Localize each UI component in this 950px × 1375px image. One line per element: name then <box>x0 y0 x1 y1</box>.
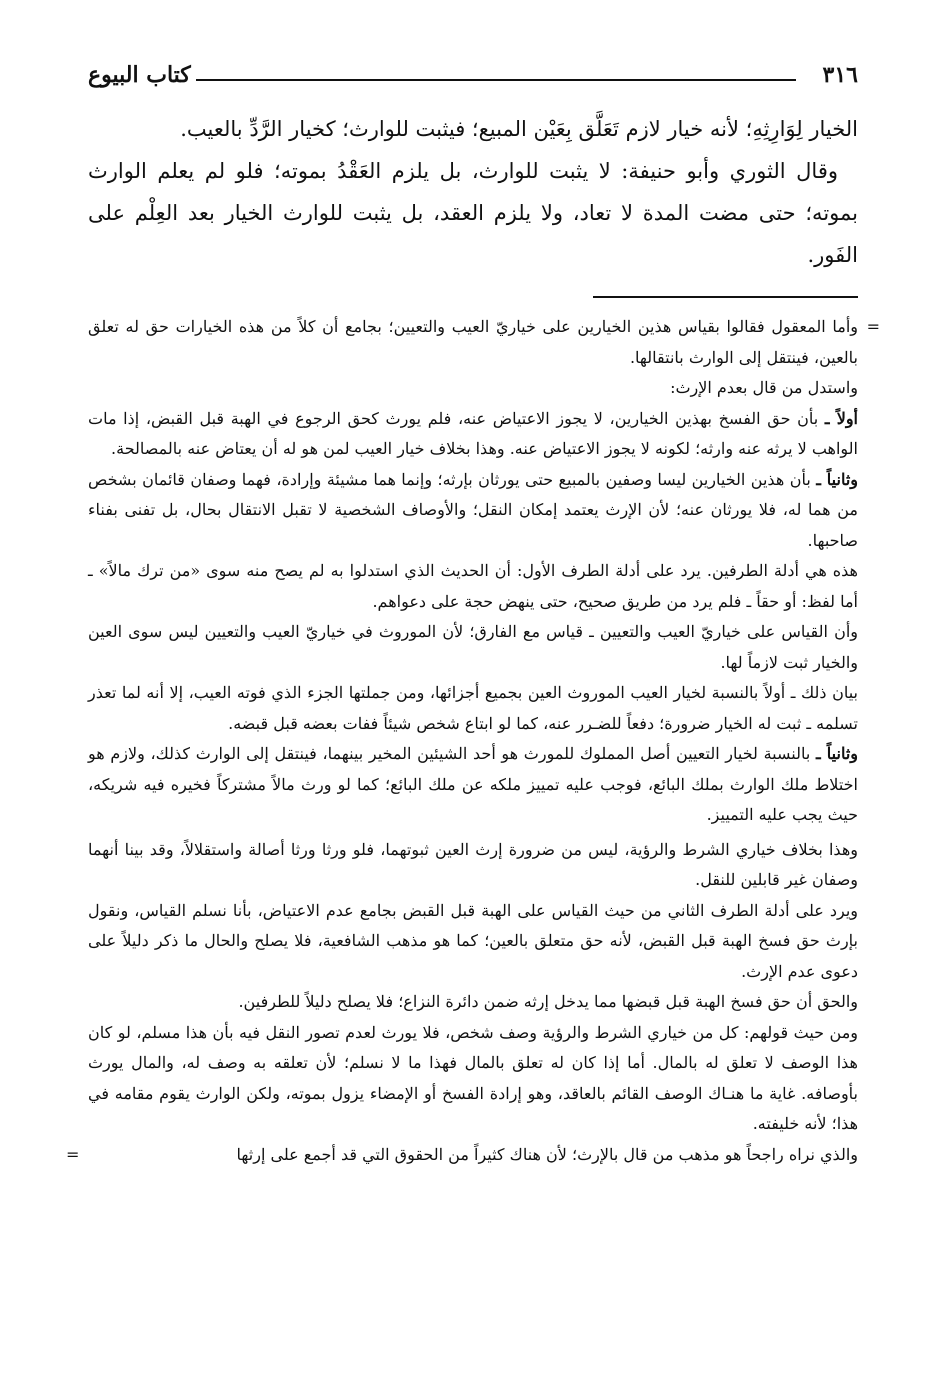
footnote-paragraph: والحق أن حق فسخ الهبة قبل قبضها مما يدخل إرثه ضمن دائرة النزاع؛ فلا يصلح دليلاً للطرفين. <box>238 992 858 1011</box>
footnote-paragraph: وأما المعقول فقالوا بقياس هذين الخيارين على خياريّ العيب والتعيين؛ بجامع أن كلاً من هذه الخيارات حق له تعلق بالعين، فينتقل إلى الوارث بانتقالها. <box>88 317 858 367</box>
footnote-text: بأن حق الفسخ بهذين الخيارين، لا يجوز الاعتياض عنه، فلم يورث كحق الرجوع في الهبة قبل القبض، إذا مات الواهب لا يرثه عنه وارثه؛ لكونه لا يجوز الاعتياض عنه. وهذا بخلاف خيار العيب لمن هو له أن يعتاض عنه بالمصالحة. <box>88 408 858 458</box>
footnote-paragraph: ومن حيث قولهم: كل من خياري الشرط والرؤية وصف شخص، فلا يورث لعدم تصور النقل فيه بأن هذا مسلم، لو كان هذا الوصف لا تعلق له بالمال. أما إذا كان له تعلق بالمال فهذا ما لا نسلم؛ لأن تعلقه به وصف له، والمال يورث بأوصافه. غاية ما هنـاك الوصف القائم بالعاقد، وهو إرادة الفسخ أو الإمضاء يزول بموته، ولكن الوارث يقوم مقامه في هذا؛ لأنه خليفته. <box>88 1022 858 1133</box>
footnote-text: بالنسبة لخيار التعيين أصل المملوك للمورث هو أحد الشيئين المخير بينهما، فينتقل إلى الوارث كذلك، ولازم هو اختلاط ملك الوارث بملك البائع، فوجب عليه تمييز ملكه عن ملك البائع؛ كما لو ورث مالاً مشتركاً فخيره فيه شريكه، حيث يجب عليه التمييز. <box>88 744 858 824</box>
footnote-paragraph: بيان ذلك ـ أولاً بالنسبة لخيار العيب الموروث العين بجميع أجزائها، ومن جملتها الجزء الذي فوته العيب، إلا أنه لما تعذر تسلمه ـ ثبت له الخيار ضرورة؛ دفعاً للضـرر عنه، كما لو ابتاع شخص شيئاً ففات بعضه قبل قبضه. <box>88 683 859 733</box>
footnote-paragraph <box>88 465 858 557</box>
main-paragraph-1: الخيار لِوَارِثِهِ؛ لأنه خيار لازم تَعَلَّق بِعَيْن المبيع؛ فيثبت للوارث؛ كخيار الرَّدِّ بالعيب. <box>180 117 858 141</box>
footnote-text: بأن هذين الخيارين ليسا وصفين بالمبيع حتى يورثان بإرثه؛ وإنما هما مشيئة وإرادة، فهما وصفان قائمان بشخص من هما له، فلا يورثان عنه؛ لأن الإرث يعتمد إمكان النقل؛ والأوصاف الشخصية لا تقبل الانتقال بحال، بل تفنى بفناء صاحبها. <box>88 469 858 550</box>
main-text <box>88 108 858 276</box>
book-title: كتاب البيوع <box>88 62 191 88</box>
page-header <box>88 62 858 96</box>
footnote-paragraph: هذه هي أدلة الطرفين. يرد على أدلة الطرف الأول: أن الحديث الذي استدلوا به لم يصح منه سوى «من ترك مالاً» ـ أما لفظ: أو حقاً ـ فلم يرد من طريق صحيح، حتى ينهض حجة على دعواهم. <box>88 561 858 611</box>
footnote-paragraph: وهذا بخلاف خياري الشرط والرؤية، ليس من ضرورة إرث العين ثبوتهما، فلو ورثا ورثا أصالة واستقلالاً، وقد بينا أنهما وصفان غير قابلين للنقل. <box>88 839 858 889</box>
footnote-lead: وثانياً ـ <box>816 469 859 489</box>
footnotes <box>66 312 880 1170</box>
page-number: ٣١٦ <box>822 62 858 88</box>
footnote-paragraph: والذي نراه راجحاً هو مذهب من قال بالإرث؛ لأن هناك كثيراً من الحقوق التي قد أجمع على إرثها <box>236 1144 858 1164</box>
main-paragraph-2: وقال الثوري وأبو حنيفة: لا يثبت للوارث، بل يلزم العَقْدُ بموته؛ فلو لم يعلم الوارث بموته؛ حتى مضت المدة لا تعاد، ولا يلزم العقد، بل يثبت للوارث الخيار بعد العِلْم على الفَور. <box>88 159 858 267</box>
footnote-paragraph <box>88 739 858 831</box>
footnote-separator <box>593 296 858 298</box>
continuation-mark-end: = <box>66 1144 80 1164</box>
footnote-paragraph: ويرد على أدلة الطرف الثاني من حيث القياس على الهبة قبل القبض بجامع عدم الاعتياض، بأنا نسلم القياس، ونقول بإرث حق فسخ الهبة قبل القبض، لأنه حق متعلق بالعين؛ كما هو مذهب الشافعية، فلا يصلح والحال ما ذكر دليلاً على دعوى عدم الإرث. <box>88 900 859 981</box>
footnote-lead: وثانياً ـ <box>815 744 859 763</box>
footnote-lead: أولاً ـ <box>824 408 858 428</box>
footnote-paragraph: وأن القياس على خياريّ العيب والتعيين ـ قياس مع الفارق؛ لأن الموروث في خياريّ العيب والتعيين ليس سوى العين والخيار ثبت لازماً لها. <box>88 622 858 672</box>
continuation-mark-start: = <box>866 317 880 336</box>
footnote-paragraph: واستدل من قال بعدم الإرث: <box>670 378 858 397</box>
footnote-paragraph <box>88 404 858 465</box>
header-rule <box>196 79 796 81</box>
